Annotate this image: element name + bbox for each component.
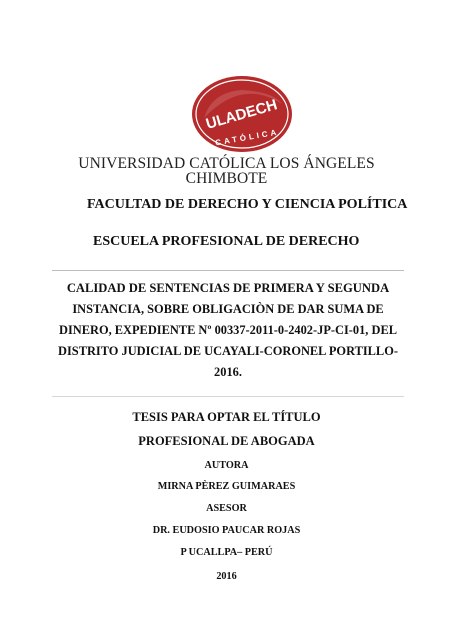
- logo-brand-text: ULADECH: [203, 96, 280, 133]
- university-city: CHIMBOTE: [185, 170, 268, 187]
- thesis-purpose-line1: TESIS PARA OPTAR EL TÍTULO: [132, 410, 321, 424]
- divider-bottom: [52, 396, 404, 397]
- logo-sub-text: CATÓLICA: [214, 127, 280, 148]
- university-name: UNIVERSIDAD CATÓLICA LOS ÁNGELES: [78, 155, 375, 172]
- thesis-title-line: DINERO, EXPEDIENTE Nº 00337-2011-0-2402-JP-CI-01, DEL: [59, 323, 397, 337]
- author-name: MIRNA PÈREZ GUIMARAES: [157, 481, 296, 492]
- divider-top: [52, 270, 404, 271]
- author-label: AUTORA: [204, 460, 249, 471]
- school-name: ESCUELA PROFESIONAL DE DERECHO: [93, 234, 360, 249]
- thesis-title-line: DISTRITO JUDICIAL DE UCAYALI-CORONEL PORTILLO-: [58, 344, 398, 358]
- thesis-title-line: 2016.: [214, 365, 242, 379]
- uladech-logo: [190, 74, 294, 154]
- thesis-title-line: INSTANCIA, SOBRE OBLIGACIÒN DE DAR SUMA DE: [72, 302, 384, 316]
- advisor-label: ASESOR: [206, 503, 247, 514]
- thesis-purpose-line2: PROFESIONAL DE ABOGADA: [138, 434, 315, 448]
- thesis-title-line: CALIDAD DE SENTENCIAS DE PRIMERA Y SEGUNDA: [66, 281, 390, 295]
- year: 2016: [216, 571, 237, 582]
- faculty-name: FACULTAD DE DERECHO Y CIENCIA POLÍTICA: [87, 197, 408, 212]
- location: P UCALLPA– PERÚ: [180, 547, 273, 558]
- advisor-name: DR. EUDOSIO PAUCAR ROJAS: [152, 525, 301, 536]
